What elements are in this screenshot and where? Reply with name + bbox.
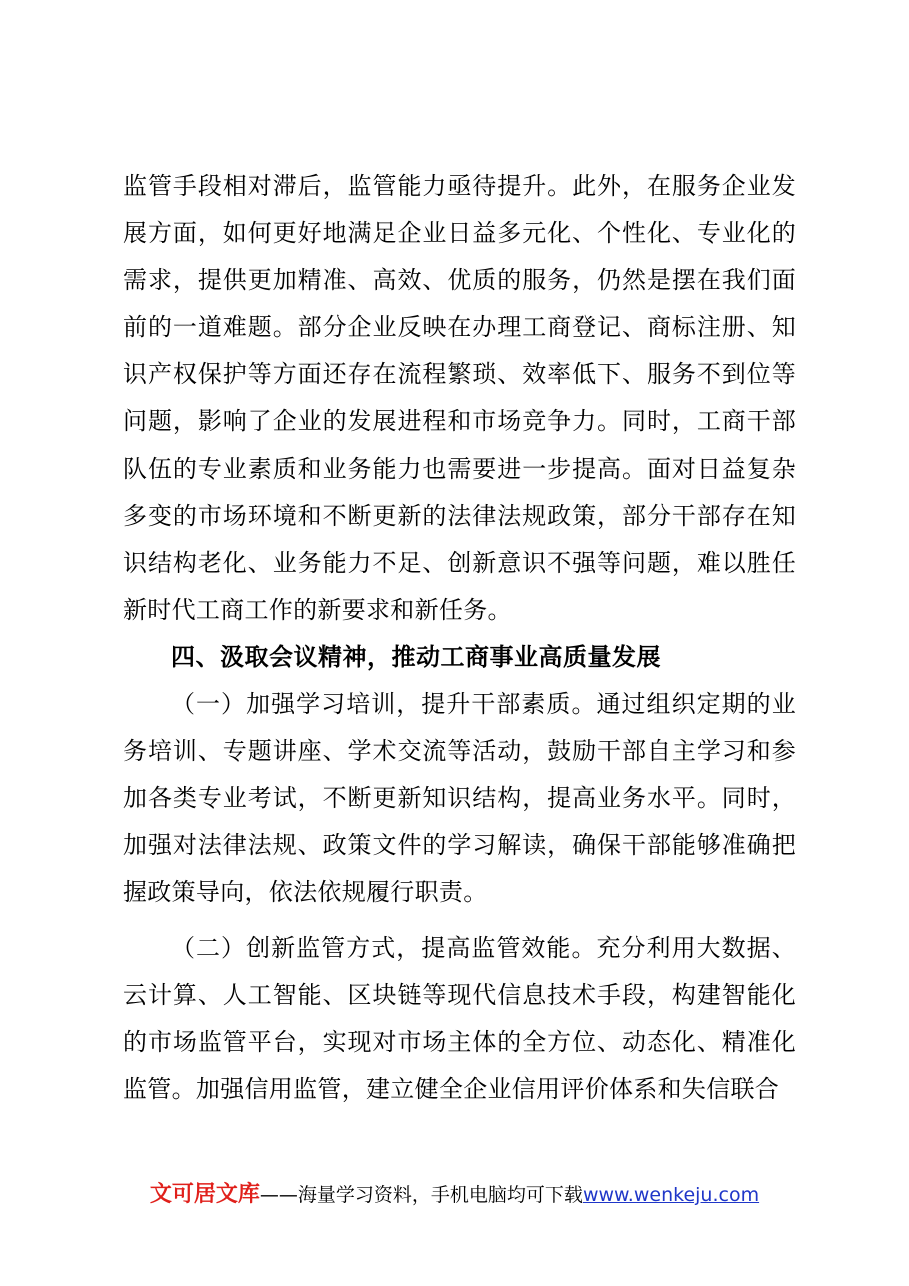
- paragraph-subsection-2: （二）创新监管方式，提高监管效能。充分利用大数据、云计算、人工智能、区块链等现代信息技术手段，构建智能化的市场监管平台，实现对市场主体的全方位、动态化、精准化监管。加强信用监管，建立健全企业信用评价体系和失信联合: [123, 933, 796, 1103]
- paragraph-subsection-1: （一）加强学习培训，提升干部素质。通过组织定期的业务培训、专题讲座、学术交流等活动，鼓励干部自主学习和参加各类专业考试，不断更新知识结构，提高业务水平。同时，加强对法律法规、政策文件的学习解读，确保干部能够准确把握政策导向，依法依规履行职责。: [123, 690, 796, 907]
- paragraph-intro: 监管手段相对滞后，监管能力亟待提升。此外，在服务企业发展方面，如何更好地满足企业日益多元化、个性化、专业化的需求，提供更加精准、高效、优质的服务，仍然是摆在我们面前的一道难题。部分企业反映在办理工商登记、商标注册、知识产权保护等方面还存在流程繁琐、效率低下、服务不到位等问题，影响了企业的发展进程和市场竞争力。同时，工商干部队伍的专业素质和业务能力也需要进一步提高。面对日益复杂多变的市场环境和不断更新的法律法规政策，部分干部存在知识结构老化、业务能力不足、创新意识不强等问题，难以胜任新时代工商工作的新要求和新任务。: [123, 172, 796, 624]
- footer-brand: 文可居文库: [149, 1182, 260, 1207]
- document-body: [123, 163, 796, 1113]
- paragraph-spacer: [123, 917, 796, 925]
- footer-slogan: ——海量学习资料，手机电脑均可下载: [259, 1184, 583, 1206]
- page-footer: [0, 1181, 909, 1209]
- section-heading: 四、汲取会议精神，推动工商事业高质量发展: [171, 642, 661, 671]
- footer-website-link[interactable]: www.wenkeju.com: [582, 1184, 760, 1206]
